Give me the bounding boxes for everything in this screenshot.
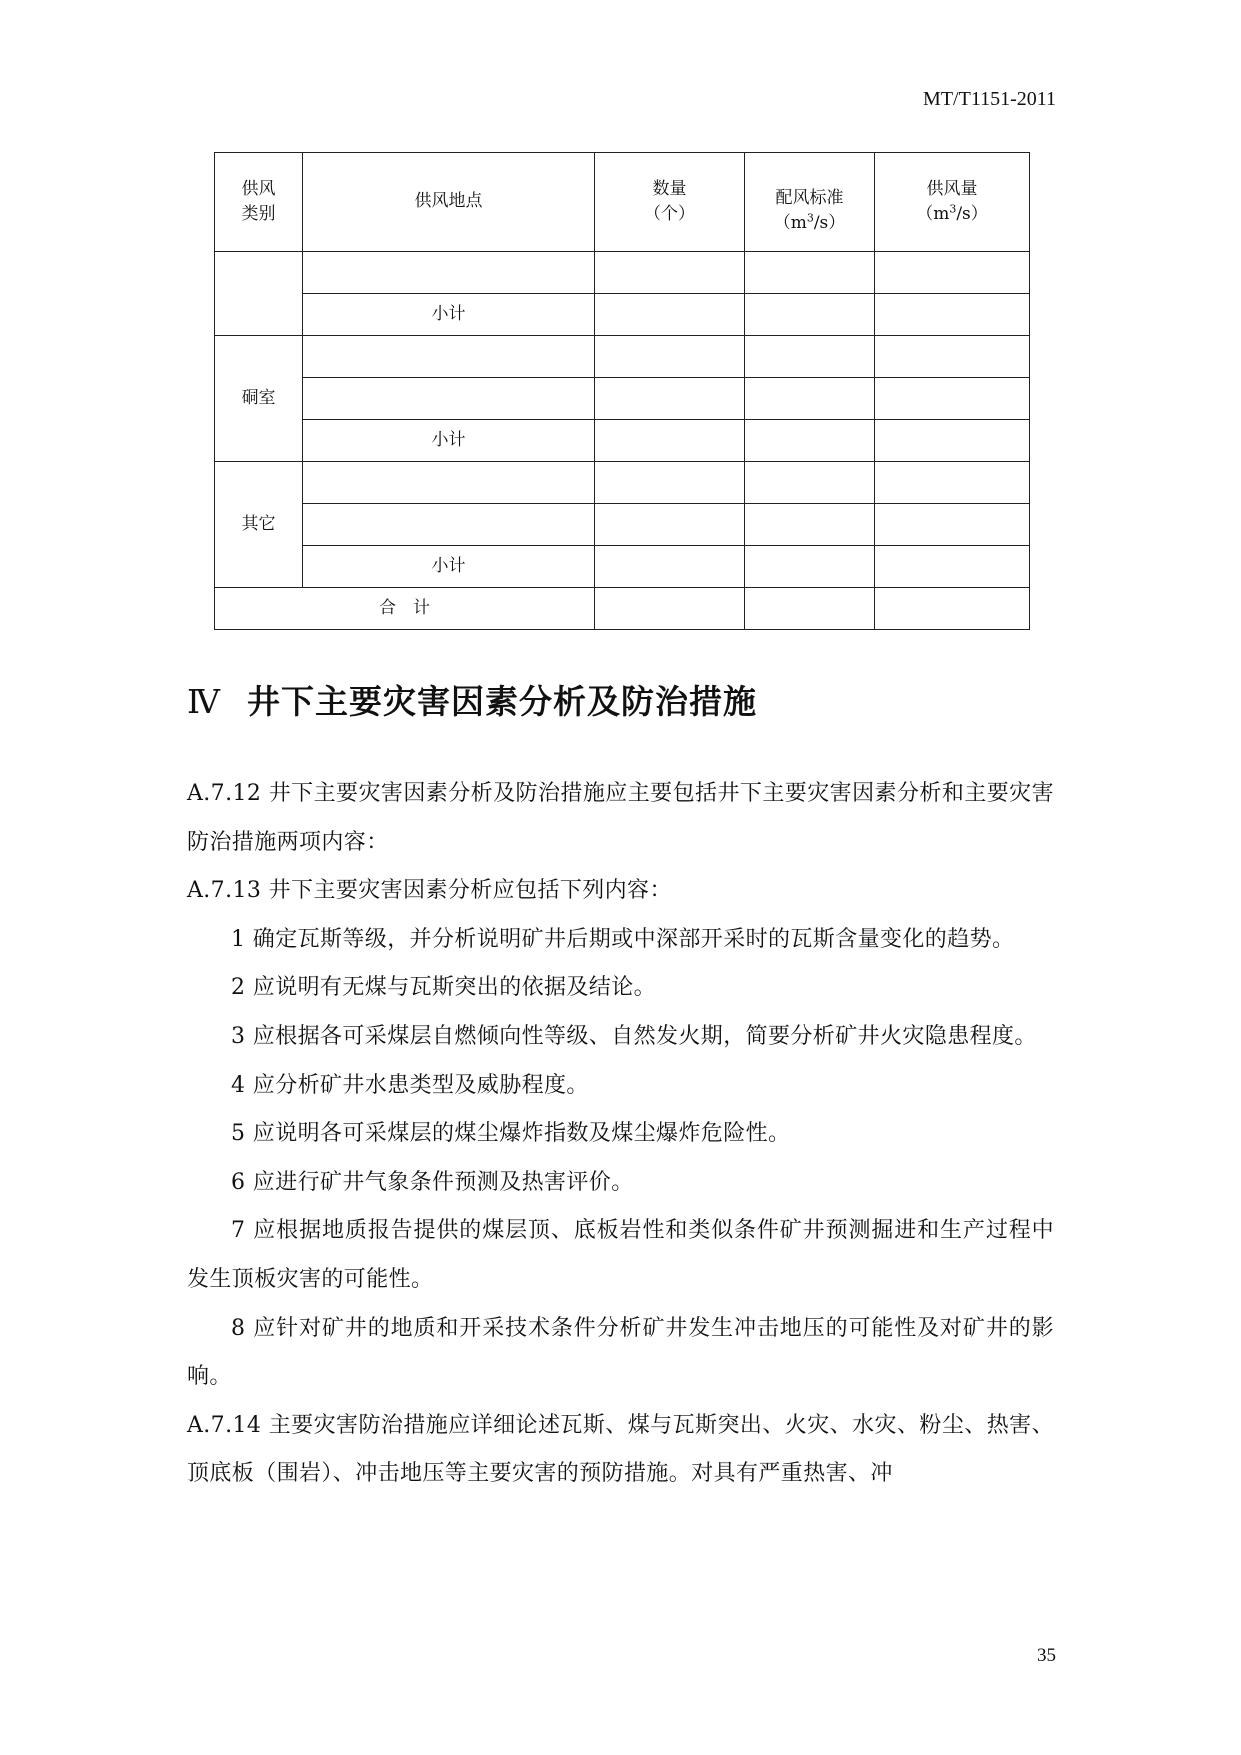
air-supply-table: [214, 152, 1030, 630]
list-item: 3 应根据各可采煤层自燃倾向性等级、自然发火期，简要分析矿井火灾隐患程度。: [231, 1023, 1037, 1049]
header-quantity-label: 数量: [652, 178, 687, 199]
section-title: 井下主要灾害因素分析及防治措施: [246, 682, 757, 721]
group-cell-blank: [215, 252, 303, 336]
table-row: [215, 420, 1030, 462]
table-row: [215, 252, 1030, 294]
group-cell-other: 其它: [215, 462, 303, 588]
total-row: [215, 588, 1030, 630]
table-row: [215, 546, 1030, 588]
list-item: 2 应说明有无煤与瓦斯突出的依据及结论。: [231, 975, 656, 1001]
section-number: Ⅳ: [187, 682, 221, 721]
header-supply-unit: $(m^3/s)$: [916, 202, 988, 224]
list-item: 6 应进行矿井气象条件预测及热害评价。: [231, 1169, 634, 1195]
table-row: [215, 504, 1030, 546]
total-cell: 合 计: [215, 588, 595, 630]
header-standard: [745, 153, 875, 252]
list-item: 5 应说明各可采煤层的煤尘爆炸指数及煤尘爆炸危险性。: [231, 1121, 791, 1147]
body-text: [187, 770, 1054, 1499]
table-row: [215, 378, 1030, 420]
header-category: 供风 类别: [215, 153, 303, 252]
location-cell: [303, 252, 595, 294]
header-quantity: [595, 153, 745, 252]
table-row: [215, 294, 1030, 336]
header-standard-unit: $(m^3/s)$: [773, 211, 846, 233]
table-row: [215, 336, 1030, 378]
header-location: 供风地点: [303, 153, 595, 252]
header-quantity-unit: （个）: [644, 204, 695, 224]
list-item: 1 确定瓦斯等级，并分析说明矿井后期或中深部开采时的瓦斯含量变化的趋势。: [231, 926, 1015, 952]
section-heading: [187, 676, 757, 723]
header-standard-label: 配风标准: [775, 187, 844, 208]
list-item: 4 应分析矿井水患类型及威胁程度。: [231, 1072, 589, 1098]
table-header-row: [215, 153, 1030, 252]
subtotal-cell: 小计: [303, 546, 595, 588]
paragraph: A.7.14 主要灾害防治措施应详细论述瓦斯、煤与瓦斯突出、火灾、水灾、粉尘、热害、顶底板（围岩）、冲击地压等主要灾害的预防措施。对具有严重热害、冲: [187, 1412, 1054, 1487]
subtotal-cell: 小计: [303, 294, 595, 336]
list-item: 8 应针对矿井的地质和开采技术条件分析矿井发生冲击地压的可能性及对矿井的影响。: [187, 1315, 1054, 1390]
page-number: 35: [1037, 1645, 1056, 1666]
header-supply: [875, 153, 1030, 252]
table-row: [215, 462, 1030, 504]
document-code: MT/T1151-2011: [923, 88, 1056, 110]
paragraph: A.7.12 井下主要灾害因素分析及防治措施应主要包括井下主要灾害因素分析和主要灾害防治措施两项内容：: [187, 781, 1054, 855]
paragraph: A.7.13 井下主要灾害因素分析应包括下列内容：: [187, 878, 672, 904]
subtotal-cell: 小计: [303, 420, 595, 462]
group-cell-chamber: 硐室: [215, 336, 303, 462]
header-supply-label: 供风量: [926, 178, 978, 199]
list-item: 7 应根据地质报告提供的煤层顶、底板岩性和类似条件矿井预测掘进和生产过程中发生顶板灾害的可能性。: [187, 1218, 1054, 1292]
